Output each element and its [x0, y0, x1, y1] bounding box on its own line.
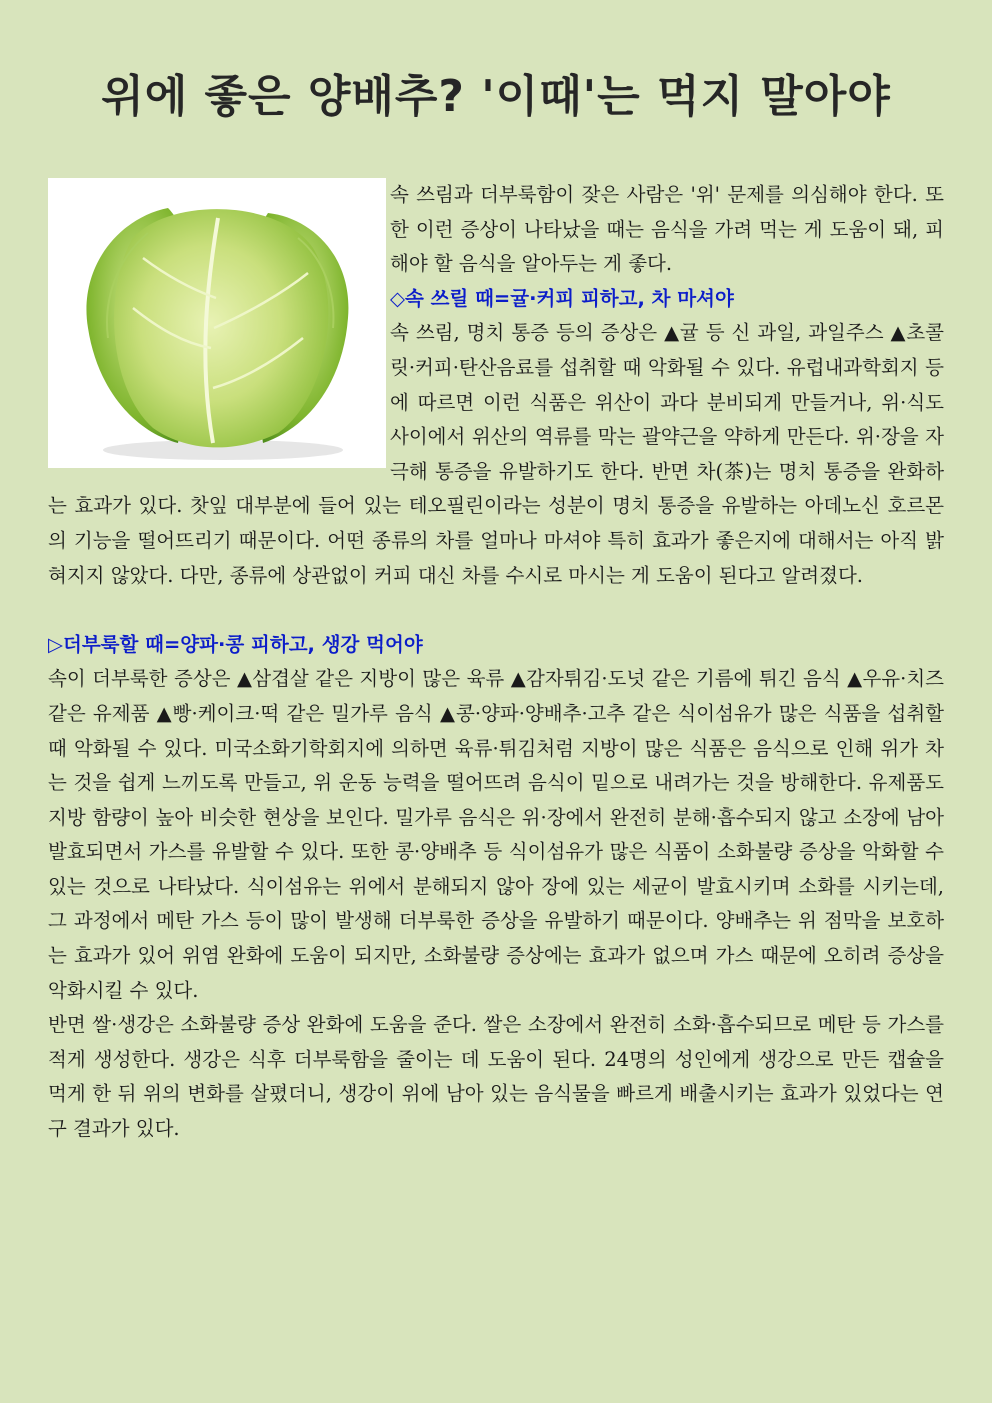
cabbage-image [48, 178, 386, 468]
article-body [48, 178, 944, 1147]
cabbage-icon [48, 178, 386, 468]
intro-paragraph: 속 쓰림과 더부룩함이 잦은 사람은 '위' 문제를 의심해야 한다. 또한 이런 증상이 나타났을 때는 음식을 가려 먹는 게 도움이 돼, 피해야 할 음식을 알아두는 게 좋다. [390, 183, 944, 276]
article-title: 위에 좋은 양배추? '이때'는 먹지 말아야 [101, 71, 891, 122]
section2-paragraph-1: 속이 더부룩한 증상은 ▲삼겹살 같은 지방이 많은 육류 ▲감자튀김·도넛 같은 기름에 튀긴 음식 ▲우유·치즈 같은 유제품 ▲빵·케이크·떡 같은 밀가루 음식 ▲콩·양파·양배추·고추 같은 식이섬유가 많은 식품을 섭취할 때 악화될 수 있다. 미국소화기학회지에 의하면 육류·튀김처럼 지방이 많은 식품은 음식으로 인해 위가 차는 것을 쉽게 느끼도록 만들고, 위 운동 능력을 떨어뜨려 음식이 밑으로 내려가는 것을 방해한다. 유제품도 지방 함량이 높아 비슷한 현상을 보인다. 밀가루 음식은 위·장에서 완전히 분해·흡수되지 않고 소장에 남아 발효되면서 가스를 유발할 수 있다. 또한 콩·양배추 등 식이섬유가 많은 식품이 소화불량 증상을 악화할 수 있는 것으로 나타났다. 식이섬유는 위에서 분해되지 않아 장에 있는 세균이 발효시키며 소화를 시키는데, 그 과정에서 메탄 가스 등이 많이 발생해 더부룩한 증상을 유발하기 때문이다. 양배추는 위 점막을 보호하는 효과가 있어 위염 완화에 도움이 되지만, 소화불량 증상에는 효과가 없으며 가스 때문에 오히려 증상을 악화시킬 수 있다. [48, 667, 944, 1002]
section-spacer [48, 593, 944, 628]
section2-heading: ▷더부룩할 때=양파·콩 피하고, 생강 먹어야 [48, 632, 423, 656]
section1-heading: ◇속 쓰릴 때=귤·커피 피하고, 차 마셔야 [390, 286, 734, 310]
section1-paragraph: 속 쓰림, 명치 통증 등의 증상은 ▲귤 등 신 과일, 과일주스 ▲초콜릿·커피·탄산음료를 섭취할 때 악화될 수 있다. 유럽내과학회지 등에 따르면 이런 식품은 위산이 과다 분비되게 만들거나, 위·식도 사이에서 위산의 역류를 막는 괄약근을 약하게 만든다. 위·장을 자극해 통증을 유발하기도 한다. 반면 차(茶)는 명치 통증을 완화하는 효과가 있다. 찻잎 대부분에 들어 있는 테오필린이라는 성분이 명치 통증을 유발하는 아데노신 호르몬의 기능을 떨어뜨리기 때문이다. 어떤 종류의 차를 얼마나 마셔야 특히 효과가 좋은지에 대해서는 아직 밝혀지지 않았다. 다만, 종류에 상관없이 커피 대신 차를 수시로 마시는 게 도움이 된다고 알려졌다. [48, 321, 944, 587]
section2-paragraph-2: 반면 쌀·생강은 소화불량 증상 완화에 도움을 준다. 쌀은 소장에서 완전히 소화·흡수되므로 메탄 등 가스를 적게 생성한다. 생강은 식후 더부룩함을 줄이는 데 도움이 된다. 24명의 성인에게 생강으로 만든 캡슐을 먹게 한 뒤 위의 변화를 살폈더니, 생강이 위에 남아 있는 음식물을 빠르게 배출시키는 효과가 있었다는 연구 결과가 있다. [48, 1013, 944, 1141]
